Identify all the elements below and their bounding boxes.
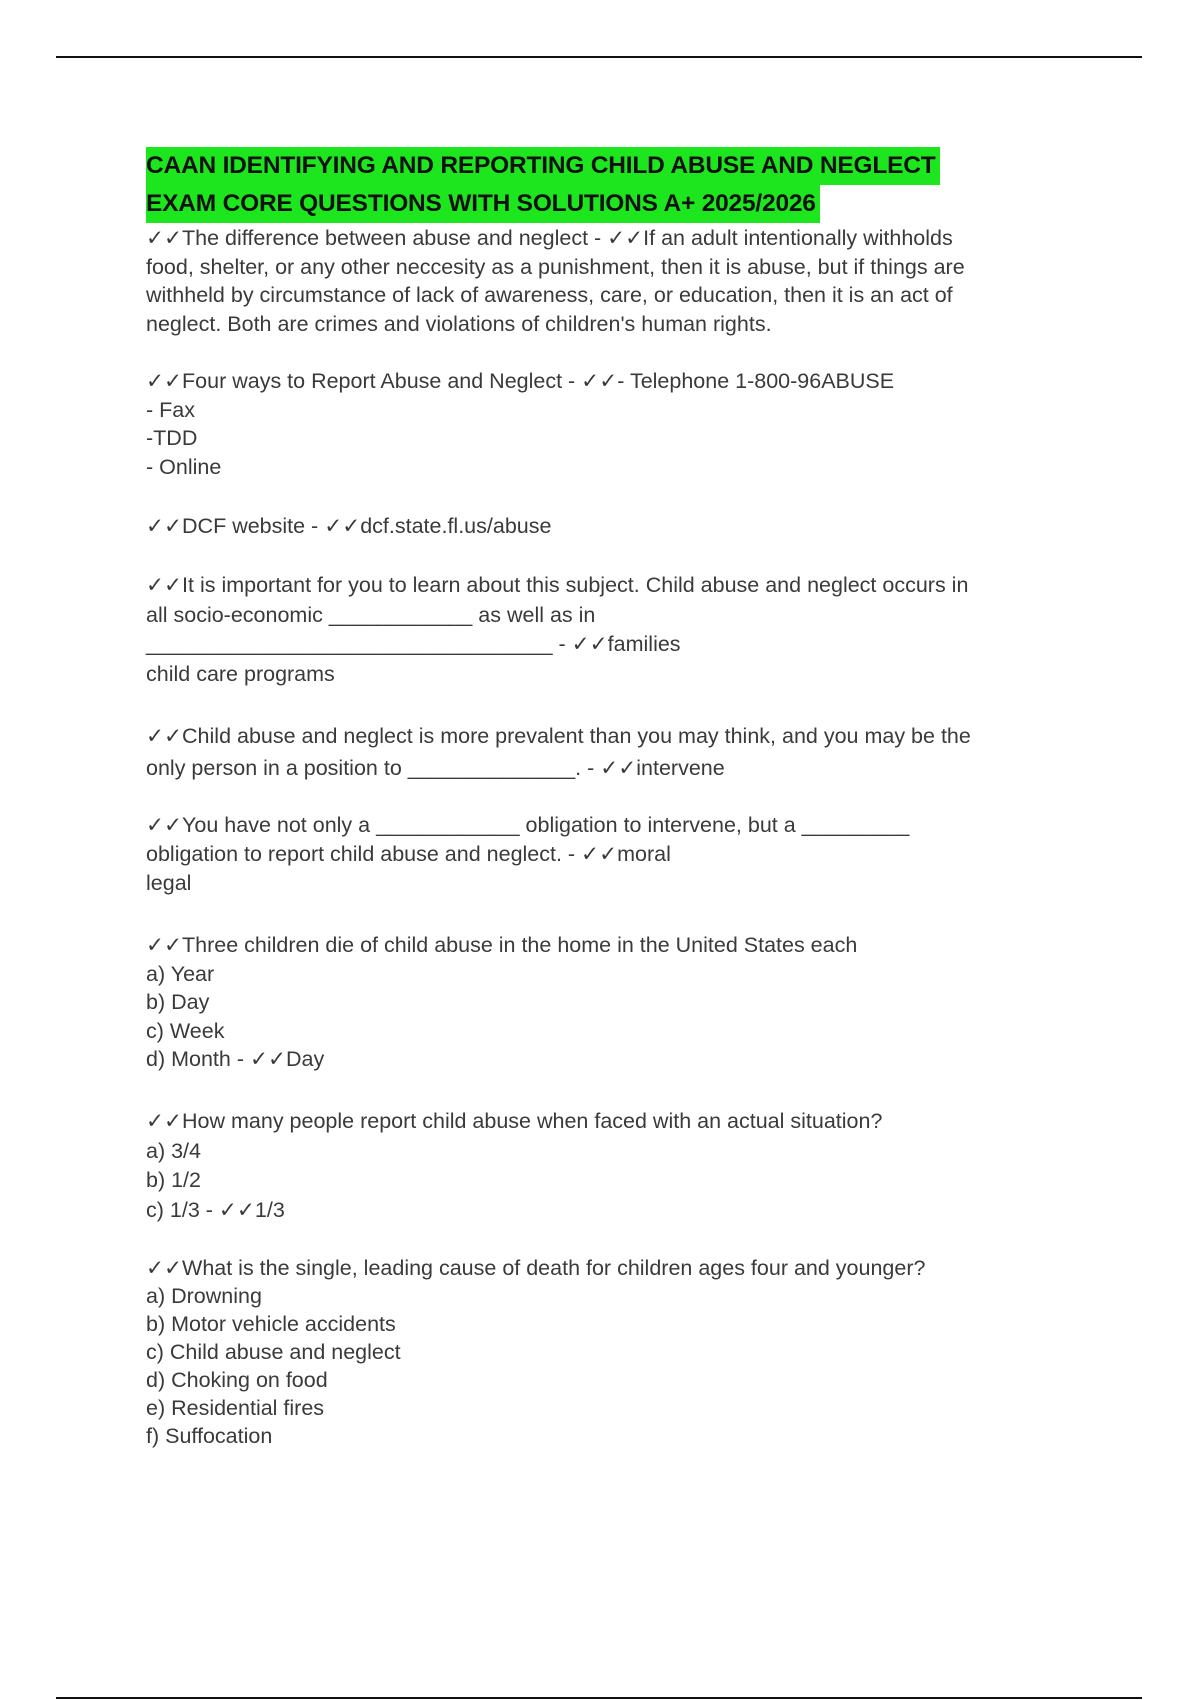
- answer-line: neglect. Both are crimes and violations of children's human rights.: [146, 311, 772, 336]
- answer-line: obligation to report child abuse and neglect. - ✓✓moral: [146, 842, 671, 866]
- question-text: ✓✓Three children die of child abuse in the home in the United States each: [146, 933, 858, 957]
- answer-line: only person in a position to ______________. - ✓✓intervene: [146, 756, 725, 780]
- answer-line: c) 1/3 - ✓✓1/3: [146, 1197, 285, 1222]
- question-block: [146, 224, 1146, 338]
- answer-line: -TDD: [146, 426, 198, 450]
- question-block: [146, 571, 1146, 689]
- header-rule: [56, 56, 1142, 58]
- question-block: [146, 1254, 1146, 1450]
- answer-line: __________________________________ - ✓✓families: [146, 632, 681, 656]
- document-title-line-2: EXAM CORE QUESTIONS WITH SOLUTIONS A+ 2025/2026: [146, 185, 820, 223]
- answer-line: a) Drowning: [146, 1284, 262, 1308]
- question-block: [146, 720, 1146, 784]
- document-title-line-1: CAAN IDENTIFYING AND REPORTING CHILD ABUSE AND NEGLECT: [146, 147, 940, 185]
- answer-line: d) Choking on food: [146, 1368, 328, 1392]
- answer-line: b) Day: [146, 990, 210, 1014]
- question-text: ✓✓The difference between abuse and neglect - ✓✓If an adult intentionally withholds: [146, 226, 953, 250]
- answer-line: - Online: [146, 454, 222, 479]
- question-text: ✓✓Child abuse and neglect is more prevalent than you may think, and you may be the: [146, 724, 971, 748]
- answer-line: child care programs: [146, 661, 335, 686]
- answer-line: all socio-economic ____________ as well as in: [146, 602, 596, 627]
- question-text: ✓✓It is important for you to learn about this subject. Child abuse and neglect occurs in: [146, 573, 969, 597]
- question-block: [146, 512, 1146, 541]
- answer-line: a) Year: [146, 961, 215, 986]
- question-block: [146, 1107, 1146, 1225]
- answer-line: e) Residential fires: [146, 1396, 325, 1420]
- answer-line: food, shelter, or any other neccesity as a punishment, then it is abuse, but if things are: [146, 254, 965, 279]
- question-text: ✓✓You have not only a ____________ obligation to intervene, but a _________: [146, 813, 910, 837]
- question-block: [146, 811, 1146, 898]
- answer-line: c) Child abuse and neglect: [146, 1340, 401, 1364]
- answer-line: b) 1/2: [146, 1168, 201, 1192]
- question-text: ✓✓What is the single, leading cause of death for children ages four and younger?: [146, 1256, 926, 1280]
- question-text: ✓✓How many people report child abuse when faced with an actual situation?: [146, 1109, 883, 1133]
- answer-line: f) Suffocation: [146, 1424, 273, 1448]
- question-text: ✓✓DCF website - ✓✓dcf.state.fl.us/abuse: [146, 514, 552, 538]
- answer-line: d) Month - ✓✓Day: [146, 1047, 325, 1071]
- footer-rule: [56, 1697, 1142, 1699]
- question-text: ✓✓Four ways to Report Abuse and Neglect - ✓✓- Telephone 1-800-96ABUSE: [146, 369, 895, 393]
- answer-line: - Fax: [146, 397, 195, 422]
- question-block: [146, 931, 1146, 1074]
- answer-line: b) Motor vehicle accidents: [146, 1312, 396, 1336]
- answer-line: c) Week: [146, 1018, 225, 1043]
- answer-line: a) 3/4: [146, 1138, 201, 1163]
- question-block: [146, 367, 1146, 481]
- answer-line: legal: [146, 871, 192, 895]
- answer-line: withheld by circumstance of lack of awareness, care, or education, then it is an act of: [146, 283, 953, 307]
